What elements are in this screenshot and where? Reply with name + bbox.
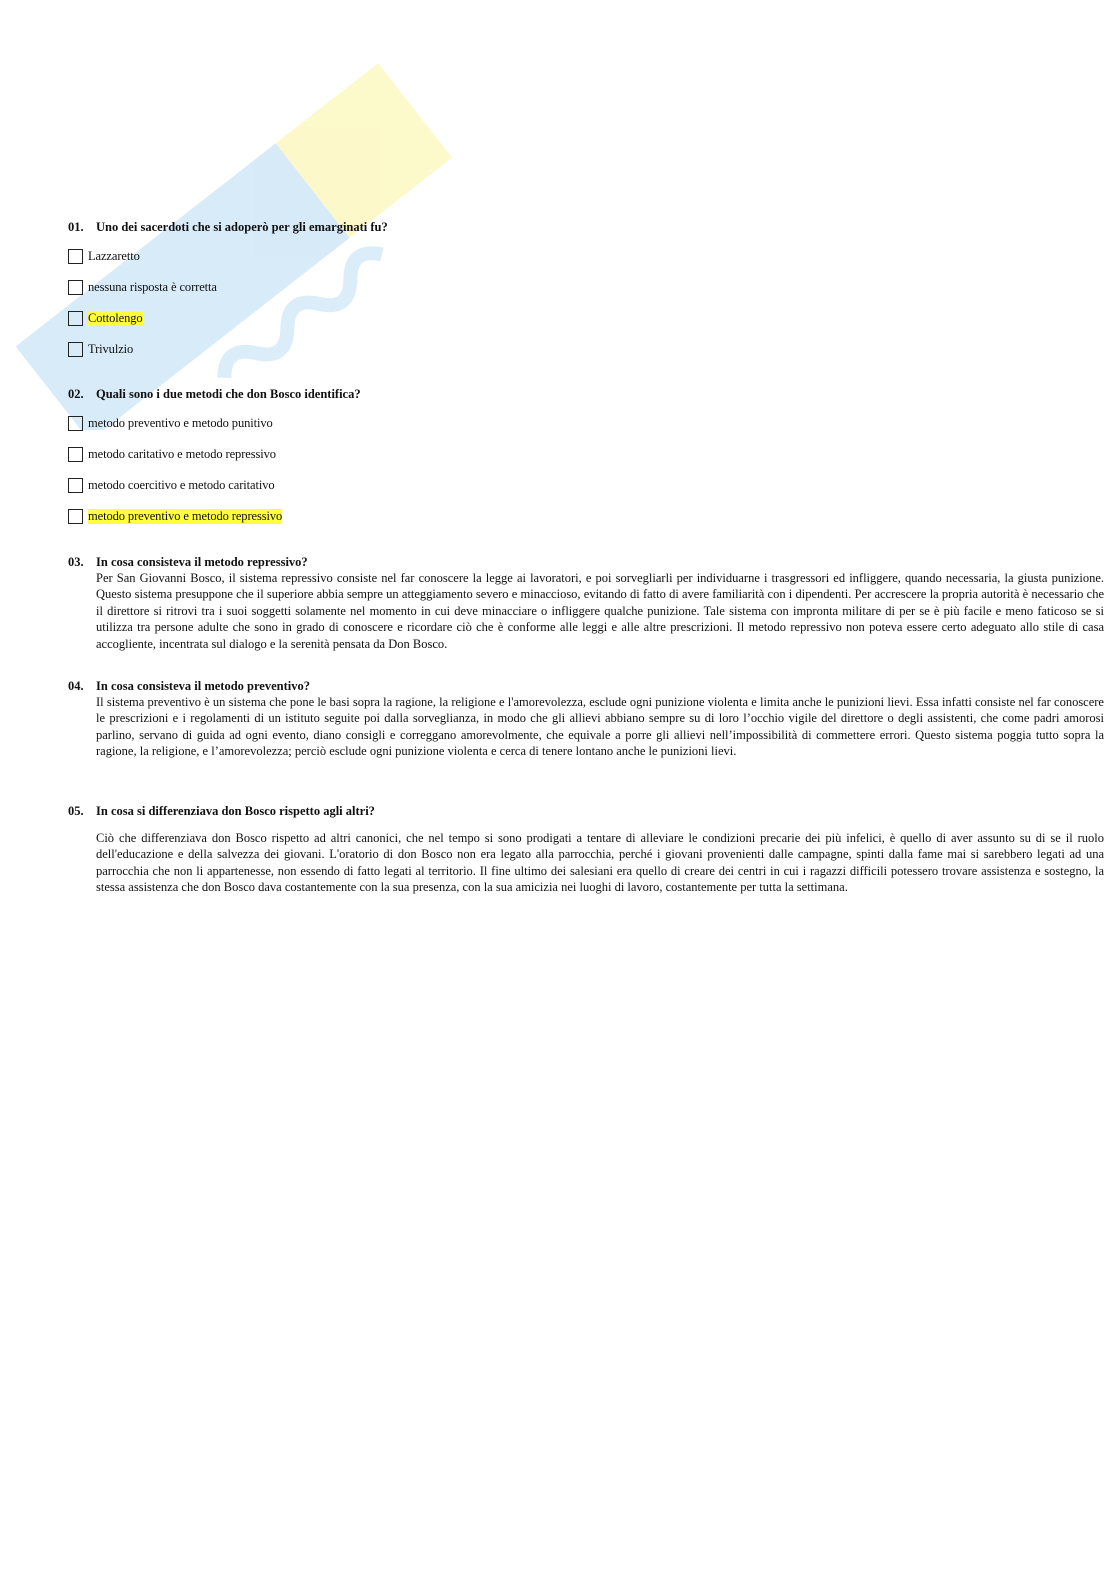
question-number: 03. [68,555,84,569]
option-label-highlighted: metodo preventivo e metodo repressivo [88,509,283,523]
checkbox[interactable] [68,447,83,462]
question-number: 02. [68,387,84,401]
answer-text: Il sistema preventivo è un sistema che pone le basi sopra la ragione, la religione e l'amorevolezza, esclude ogni punizione violenta e limita anche le punizioni lievi. Essa infatti consiste nel far conoscere le prescrizioni e i regolamenti di un istituto seguite poi dalla sorveglianza, in modo che gli allievi abbiano sempre su di loro l’occhio vigile del direttore o degli assistenti, che come padri amorosi parlino, servano di guida ad ogni evento, diano consigli e correggano amorevolmente, che equivale a porre gli allievi nell’impossibilità di commettere errori. Questo sistema poggia tutto sopra la ragione, la religione, e l’amorevolezza; perciò esclude ogni punizione violenta e cerca di tenere lontano anche le punizioni lievi. [96,695,1104,759]
option-label: metodo coercitivo e metodo caritativo [88,478,275,492]
question-block-03 [68,554,1104,652]
option-label: Lazzaretto [88,249,140,263]
option-item[interactable] [68,476,1104,495]
question-number: 01. [68,220,84,234]
question-text: In cosa consisteva il metodo preventivo? [96,679,310,693]
question-number: 04. [68,679,84,693]
question-title [68,554,1104,570]
question-text: Uno dei sacerdoti che si adoperò per gli emarginati fu? [96,220,388,234]
question-block-02 [68,386,1104,526]
checkbox[interactable] [68,280,83,295]
question-block-04 [68,678,1104,760]
option-item[interactable] [68,445,1104,464]
option-item[interactable] [68,309,1104,328]
answer-text: Ciò che differenziava don Bosco rispetto ad altri canonici, che nel tempo si sono prodigati a tentare di alleviare le condizioni precarie dei più infelici, è quello di aver assunto su di se il ruolo dell'educazione e della salvezza dei giovani. L'oratorio di don Bosco non era legato alla parrocchia, perché i giovani provenienti dalle campagne, spinti dalla fame mai si sarebbero legati ad una parrocchia che non li appartenesse, non essendo di fatto legati al territorio. Il fine ultimo dei salesiani era quello di creare dei centri in cui i ragazzi difficili potessero trovare assistenza e sostegno, la stessa assistenza che don Bosco dava costantemente con la sua presenza, con la sua amicizia nei luoghi di lavoro, costantemente per tutta la settimana. [96,831,1104,895]
question-text: Quali sono i due metodi che don Bosco identifica? [96,387,361,401]
question-block-01 [68,219,1104,359]
checkbox[interactable] [68,249,83,264]
checkbox[interactable] [68,416,83,431]
question-number: 05. [68,804,84,818]
option-item[interactable] [68,340,1104,359]
option-label: metodo caritativo e metodo repressivo [88,447,276,461]
option-label: metodo preventivo e metodo punitivo [88,416,273,430]
options-list [68,414,1104,526]
option-item[interactable] [68,278,1104,297]
question-title [68,386,1104,402]
option-item[interactable] [68,414,1104,433]
option-label-highlighted: Cottolengo [88,311,143,325]
answer-text: Per San Giovanni Bosco, il sistema repressivo consiste nel far conoscere la legge ai lavoratori, e poi sorvegliarli per individuarne i trasgressori ed infliggere, quando necessaria, la giusta punizione. Questo sistema presuppone che il superiore abbia sempre un atteggiamento severo e minaccioso, evitando di fatto di avere familiarità con i dipendenti. Per accrescere la propria autorità è necessario che il direttore si ritrovi tra i suoi soggetti solamente nel momento in cui deve minacciare o infliggere qualche punizione. Tale sistema con impronta militare di per se è più facile e meno faticoso se si utilizza tra persone adulte che sono in grado di conoscere e ricordare ciò che è conforme alle leggi e alle altre prescrizioni. Il metodo repressivo non poteva essere certo adeguato allo stile di casa accogliente, incentrata sul dialogo e la serenità pensata da Don Bosco. [96,571,1104,651]
question-text: In cosa consisteva il metodo repressivo? [96,555,308,569]
option-label: nessuna risposta è corretta [88,280,217,294]
checkbox[interactable] [68,509,83,524]
checkbox[interactable] [68,342,83,357]
options-list [68,247,1104,359]
option-item[interactable] [68,247,1104,266]
checkbox[interactable] [68,311,83,326]
option-item[interactable] [68,507,1104,526]
option-label: Trivulzio [88,342,134,356]
question-block-05 [68,803,1104,896]
question-title [68,678,1104,694]
checkbox[interactable] [68,478,83,493]
question-title [68,219,1104,235]
question-title [68,803,1104,819]
question-text: In cosa si differenziava don Bosco rispetto agli altri? [96,804,375,818]
